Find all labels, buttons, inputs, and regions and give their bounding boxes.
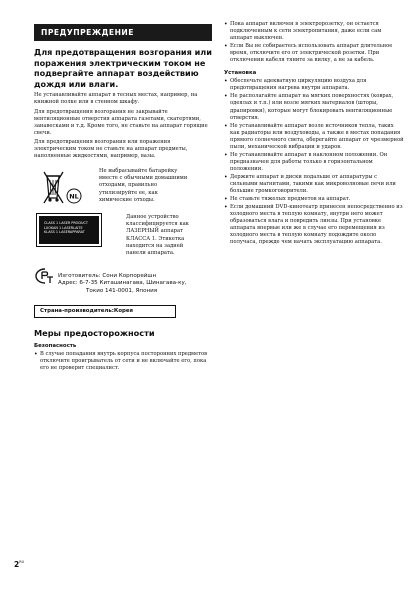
safety-heading: Безопасность bbox=[34, 343, 77, 349]
manufacturer-line: Изготовитель: Сони Корпорейшн bbox=[58, 272, 157, 279]
list-item-text: Держите аппарат и диски подальше от аппаратуры с сильными магнитами, такими как микроволновые печи или большие громкоговорители. bbox=[230, 173, 396, 194]
list-item-text: В случае попадания внутрь корпуса посторонних предметов отключите проигрыватель от сети и не включайте его, пока его не проверит специалист. bbox=[40, 351, 208, 372]
list-item-text: Пока аппарат включен в электророзетку, он остается подключенным к сети электропитания, даже если сам аппарат выключен. bbox=[230, 21, 382, 42]
power-list bbox=[224, 21, 404, 64]
list-item: • Если Вы не собираетесь использовать аппарат длительное время, отключите его от электрической розетки. При отключении кабеля тяните за вилку, а не за кабель. bbox=[224, 43, 393, 64]
battery-text: Не выбрасывайте батарейку вместе с обычными домашними отходами, правильно утилизируйте ее, как химические отходы. bbox=[99, 168, 188, 203]
list-item: • Не ставьте тяжелых предметов на аппарат. bbox=[224, 195, 351, 203]
left-column bbox=[34, 24, 213, 373]
page-number-value: 2 bbox=[14, 560, 20, 569]
battery-notice bbox=[34, 168, 213, 206]
laser-notice bbox=[34, 216, 213, 259]
safety-list bbox=[34, 351, 213, 372]
list-item: • Пока аппарат включен в электророзетку, он остается подключенным к сети электропитания, даже если сам аппарат выключен. bbox=[224, 21, 382, 42]
manufacturer-text bbox=[58, 273, 187, 295]
right-column bbox=[224, 21, 404, 247]
laser-text: Данное устройство классифицируется как ЛАЗЕРНЫЙ аппарат КЛАССА 1. Этикетка находится на задней панели аппарата. bbox=[126, 214, 189, 256]
list-item: • Обеспечьте адекватную циркуляцию воздуха для предотвращения нагрева внутри аппарата. bbox=[224, 78, 367, 92]
country-of-origin: Страна-производитель:Корея bbox=[34, 305, 176, 318]
list-item: • Не устанавливайте аппарат в наклонном положении. Он предназначен для работы только в горизонтальном положении. bbox=[224, 151, 388, 172]
laser-label-line: LUOKAN 1 LASERLAITE bbox=[44, 225, 83, 230]
page-language: RU bbox=[19, 560, 25, 564]
address-line: Токио 141-0001, Япония bbox=[86, 287, 158, 294]
warning-banner: ПРЕДУПРЕЖДЕНИЕ bbox=[34, 24, 212, 41]
list-item: • В случае попадания внутрь корпуса посторонних предметов отключите проигрыватель от сети и не включайте его, пока его не проверит специалист. bbox=[34, 351, 208, 372]
list-item-text: Не ставьте тяжелых предметов на аппарат. bbox=[230, 195, 351, 202]
list-item: • Держите аппарат и диски подальше от аппаратуры с сильными магнитами, такими как микроволновые печи или большие громкоговорители. bbox=[224, 173, 396, 194]
paragraph: Для предотвращения возгорания не закрывайте вентиляционные отверстия аппарата газетами, скатертями, занавесками и т.д. Кроме того, не ставьте на аппарат горящие свечи. bbox=[34, 108, 208, 136]
certification-mark-icon bbox=[34, 267, 56, 285]
warning-headline: Для предотвращения возгорания или поражения электрическим током не подвергайте аппарат воздействию дождя или влаги. bbox=[34, 47, 212, 89]
list-item: • Не устанавливайте аппарат возле источников тепла, таких как радиаторы или воздуховоды, а также в местах попадания прямого солнечного света, оберегайте аппарат от чрезмерной пыли, механической вибрации и ударов. bbox=[224, 122, 404, 150]
battery-badge: NL bbox=[69, 192, 79, 201]
laser-label-line: KLASS 1 LASERAPPARAT bbox=[44, 230, 85, 235]
crossed-bin-icon bbox=[41, 168, 85, 206]
install-list bbox=[224, 78, 404, 246]
list-item: • Если домашний DVD-кинотеатр принесен непосредственно из холодного места в теплую комнату, внутри него может образоваться влага и повредить линзы. При установке аппарата впервые или же в случае его перемещения из холодного места в теплую комнату подождите около получаса, прежде чем начать эксплуатацию аппарата. bbox=[224, 203, 403, 246]
manufacturer-block bbox=[34, 267, 213, 295]
paragraph: Для предотвращения возгорания или поражения электрическим током не ставьте на аппарат предметы, наполненные жидкостями, например, вазы. bbox=[34, 138, 188, 160]
laser-class-label bbox=[39, 216, 99, 244]
page-number bbox=[14, 560, 24, 569]
list-item-text: Не устанавливайте аппарат в наклонном положении. Он предназначен для работы только в горизонтальном положении. bbox=[230, 151, 388, 172]
list-item-text: Если домашний DVD-кинотеатр принесен непосредственно из холодного места в теплую комнату, внутри него может образоваться влага и повредить линзы. При установке аппарата впервые или же в случае его перемещения из холодного места в теплую комнату подождите около получаса, прежде чем начать эксплуатацию аппарата. bbox=[230, 203, 403, 246]
paragraph: Не устанавливайте аппарат в тесных местах, например, на книжной полке или в стенном шкафу. bbox=[34, 92, 198, 106]
list-item-text: Не устанавливайте аппарат возле источников тепла, таких как радиаторы или воздуховоды, а также в местах попадания прямого солнечного света, оберегайте аппарат от чрезмерной пыли, механической вибрации и ударов. bbox=[230, 122, 404, 150]
list-item: • Не располагайте аппарат на мягких поверхностях (коврах, одеялах и т.п.) или возле мягких материалов (шторы, драпировки), которые могут блокировать вентиляционные отверстия. bbox=[224, 93, 394, 121]
laser-label-line: CLASS 1 LASER PRODUCT bbox=[44, 221, 88, 226]
install-heading: Установка bbox=[224, 70, 257, 77]
list-item-text: Если Вы не собираетесь использовать аппарат длительное время, отключите его от электрической розетки. При отключении кабеля тяните за вилку, а не за кабель. bbox=[230, 43, 393, 64]
address-line: Адрес: 6-7-35 Киташинагава, Шинагава-ку, bbox=[58, 280, 187, 287]
list-item-text: Обеспечьте адекватную циркуляцию воздуха для предотвращения нагрева внутри аппарата. bbox=[230, 78, 367, 92]
section-title: Меры предосторожности bbox=[34, 328, 155, 338]
list-item-text: Не располагайте аппарат на мягких поверхностях (коврах, одеялах и т.п.) или возле мягких материалов (шторы, драпировки), которые могут блокировать вентиляционные отверстия. bbox=[230, 93, 394, 121]
